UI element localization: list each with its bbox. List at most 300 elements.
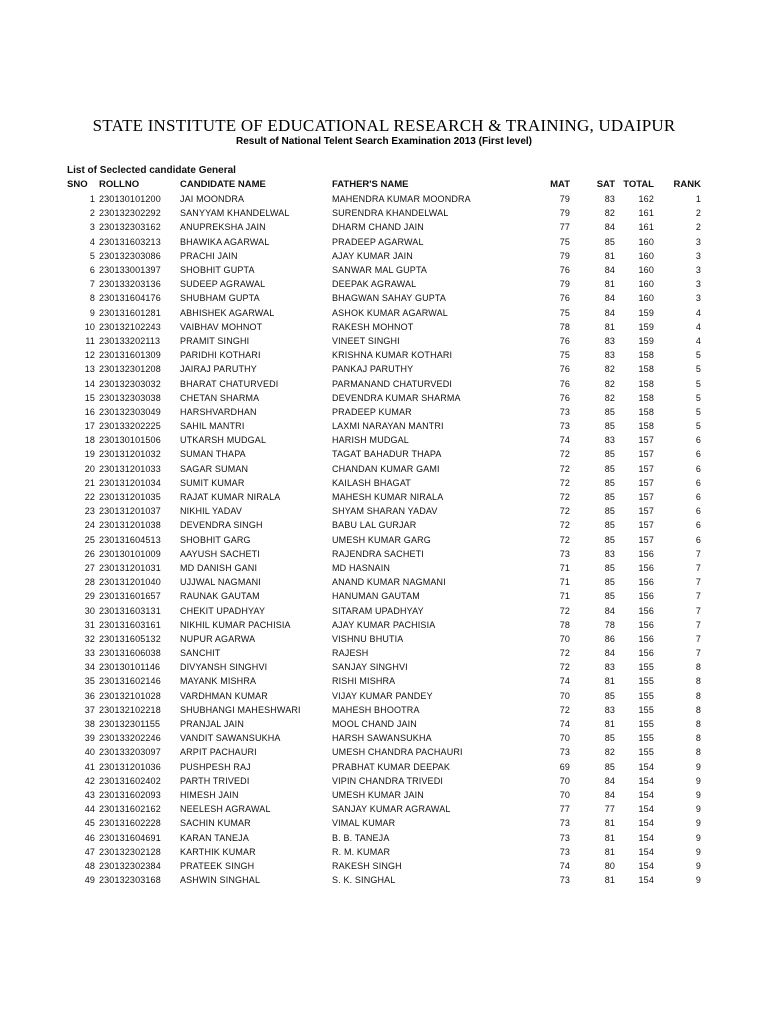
cell-candidate-name: ASHWIN SINGHAL [180,875,261,886]
cell-sno: 32 [84,633,95,644]
cell-rank: 5 [695,406,701,417]
cell-rollno: 230130101009 [99,548,161,559]
cell-total: 157 [638,477,654,488]
cell-total: 154 [638,832,654,843]
table-row [64,476,701,490]
cell-candidate-name: PRANJAL JAIN [180,719,244,730]
cell-mat: 72 [559,463,570,474]
table-row [64,774,701,788]
cell-candidate-name: CHETAN SHARMA [180,392,260,403]
col-header-fathers-name: FATHER'S NAME [332,178,409,190]
cell-rollno: 230131606038 [99,648,161,659]
cell-rollno: 230132302128 [99,846,161,857]
table-row [64,575,701,589]
cell-mat: 74 [559,719,570,730]
cell-rank: 7 [695,548,701,559]
cell-mat: 72 [559,704,570,715]
cell-sno: 31 [84,619,95,630]
table-row [64,263,701,277]
cell-mat: 69 [559,761,570,772]
cell-mat: 72 [559,477,570,488]
cell-candidate-name: RAUNAK GAUTAM [180,591,260,602]
cell-total: 154 [638,789,654,800]
cell-rollno: 230132302384 [99,860,161,871]
cell-sno: 49 [84,875,95,886]
cell-sno: 13 [84,364,95,375]
cell-sat: 85 [604,534,615,545]
cell-mat: 73 [559,548,570,559]
table-row [64,731,701,745]
cell-sno: 35 [84,676,95,687]
cell-sat: 83 [604,350,615,361]
cell-sno: 8 [89,293,95,304]
cell-rank: 9 [695,846,701,857]
cell-sat: 85 [604,463,615,474]
cell-sno: 27 [84,562,95,573]
cell-sno: 42 [84,775,95,786]
cell-sat: 84 [604,307,615,318]
cell-total: 155 [638,747,654,758]
cell-total: 154 [638,761,654,772]
cell-candidate-name: KARAN TANEJA [180,832,249,843]
cell-rollno: 230131604513 [99,534,161,545]
cell-mat: 70 [559,789,570,800]
cell-total: 156 [638,648,654,659]
cell-total: 157 [638,435,654,446]
cell-fathers-name: UMESH CHANDRA PACHAURI [332,747,463,758]
cell-total: 158 [638,392,654,403]
cell-fathers-name: S. K. SINGHAL [332,875,396,886]
cell-sno: 34 [84,662,95,673]
table-row [64,334,701,348]
cell-mat: 74 [559,676,570,687]
cell-sno: 30 [84,605,95,616]
cell-mat: 73 [559,832,570,843]
cell-sat: 85 [604,236,615,247]
cell-rank: 9 [695,860,701,871]
cell-mat: 72 [559,520,570,531]
cell-rollno: 230131601281 [99,307,161,318]
table-row [64,816,701,830]
table-row [64,689,701,703]
cell-total: 160 [638,236,654,247]
cell-mat: 72 [559,449,570,460]
cell-total: 156 [638,577,654,588]
cell-rank: 9 [695,775,701,786]
cell-sno: 14 [84,378,95,389]
table-row [64,419,701,433]
cell-sat: 83 [604,335,615,346]
cell-candidate-name: PARIDHI KOTHARI [180,350,261,361]
cell-sno: 2 [89,208,95,219]
cell-rollno: 230131604691 [99,832,161,843]
col-header-rank: RANK [673,178,701,190]
cell-sno: 36 [84,690,95,701]
cell-rank: 6 [695,449,701,460]
cell-sno: 38 [84,719,95,730]
cell-fathers-name: RAKESH MOHNOT [332,321,414,332]
table-row [64,717,701,731]
table-row [64,745,701,759]
cell-mat: 76 [559,364,570,375]
cell-total: 158 [638,406,654,417]
cell-fathers-name: DEVENDRA KUMAR SHARMA [332,392,461,403]
cell-sno: 17 [84,421,95,432]
cell-rollno: 230131201033 [99,463,161,474]
cell-rank: 8 [695,704,701,715]
cell-total: 154 [638,804,654,815]
cell-fathers-name: SURENDRA KHANDELWAL [332,208,449,219]
cell-rollno: 230131201034 [99,477,161,488]
cell-fathers-name: DEEPAK AGRAWAL [332,279,417,290]
cell-fathers-name: SANJAY KUMAR AGRAWAL [332,804,451,815]
cell-fathers-name: MAHENDRA KUMAR MOONDRA [332,194,471,205]
cell-mat: 76 [559,378,570,389]
cell-mat: 75 [559,236,570,247]
cell-rank: 9 [695,875,701,886]
table-row [64,873,701,887]
cell-rollno: 230132301155 [99,719,161,730]
table-row [64,674,701,688]
cell-candidate-name: HARSHVARDHAN [180,406,257,417]
cell-fathers-name: AJAY KUMAR PACHISIA [332,619,436,630]
table-row [64,504,701,518]
cell-sat: 81 [604,875,615,886]
cell-fathers-name: LAXMI NARAYAN MANTRI [332,421,444,432]
cell-sat: 81 [604,846,615,857]
cell-total: 158 [638,378,654,389]
cell-rollno: 230131201038 [99,520,161,531]
cell-candidate-name: SANCHIT [180,648,221,659]
page-title: STATE INSTITUTE OF EDUCATIONAL RESEARCH & TRAINING, UDAIPUR [92,116,676,135]
table-row [64,618,701,632]
cell-fathers-name: PRABHAT KUMAR DEEPAK [332,761,451,772]
table-row [64,518,701,532]
cell-total: 156 [638,562,654,573]
cell-sat: 85 [604,591,615,602]
cell-fathers-name: PRADEEP KUMAR [332,406,412,417]
cell-total: 158 [638,350,654,361]
cell-fathers-name: HANUMAN GAUTAM [332,591,420,602]
cell-mat: 71 [559,577,570,588]
cell-rollno: 230131602146 [99,676,161,687]
table-row [64,277,701,291]
cell-rollno: 230132303086 [99,250,161,261]
col-header-mat: MAT [550,178,570,190]
table-row [64,235,701,249]
cell-fathers-name: ASHOK KUMAR AGARWAL [332,307,448,318]
cell-sat: 83 [604,435,615,446]
cell-candidate-name: DIVYANSH SINGHVI [180,662,268,673]
cell-candidate-name: NIKHIL KUMAR PACHISIA [180,619,291,630]
table-row [64,376,701,390]
cell-mat: 73 [559,421,570,432]
cell-sat: 82 [604,208,615,219]
cell-fathers-name: RAJESH [332,648,369,659]
cell-rank: 8 [695,676,701,687]
cell-rollno: 230131605132 [99,633,161,644]
cell-fathers-name: HARSH SAWANSUKHA [332,733,432,744]
cell-rollno: 230131602228 [99,818,161,829]
cell-fathers-name: SANJAY SINGHVI [332,662,408,673]
cell-sat: 85 [604,577,615,588]
col-header-total: TOTAL [623,178,654,190]
table-row [64,603,701,617]
cell-total: 155 [638,662,654,673]
cell-fathers-name: AJAY KUMAR JAIN [332,250,413,261]
cell-total: 159 [638,335,654,346]
cell-rollno: 230131201032 [99,449,161,460]
cell-candidate-name: PRATEEK SINGH [180,860,255,871]
cell-fathers-name: CHANDAN KUMAR GAMI [332,463,440,474]
cell-rank: 8 [695,733,701,744]
cell-rank: 6 [695,492,701,503]
cell-fathers-name: VINEET SINGHI [332,335,400,346]
table-row [64,859,701,873]
cell-sat: 85 [604,506,615,517]
cell-total: 156 [638,633,654,644]
cell-rank: 9 [695,789,701,800]
cell-rollno: 230131603131 [99,605,161,616]
cell-candidate-name: VARDHMAN KUMAR [180,690,268,701]
cell-fathers-name: RAKESH SINGH [332,860,402,871]
cell-sat: 85 [604,449,615,460]
cell-total: 154 [638,775,654,786]
cell-fathers-name: UMESH KUMAR JAIN [332,789,424,800]
cell-rank: 8 [695,690,701,701]
cell-sno: 21 [84,477,95,488]
cell-sat: 85 [604,520,615,531]
cell-sat: 81 [604,676,615,687]
cell-rank: 9 [695,804,701,815]
cell-rollno: 230133202113 [99,335,161,346]
cell-sat: 81 [604,250,615,261]
cell-fathers-name: KAILASH BHAGAT [332,477,411,488]
cell-rank: 5 [695,350,701,361]
cell-total: 159 [638,321,654,332]
cell-total: 156 [638,548,654,559]
cell-rollno: 230131603161 [99,619,161,630]
table-row [64,533,701,547]
page-subtitle: Result of National Telent Search Examination 2013 (First level) [235,136,532,147]
cell-rollno: 230131201037 [99,506,161,517]
cell-mat: 78 [559,321,570,332]
cell-rollno: 230132101028 [99,690,161,701]
cell-sat: 81 [604,279,615,290]
cell-sno: 37 [84,704,95,715]
cell-rank: 1 [695,194,701,205]
table-row [64,845,701,859]
cell-candidate-name: UTKARSH MUDGAL [180,435,267,446]
table-row [64,447,701,461]
results-body [64,192,701,887]
cell-sno: 39 [84,733,95,744]
cell-candidate-name: NEELESH AGRAWAL [180,804,271,815]
cell-sat: 85 [604,733,615,744]
table-row [64,561,701,575]
cell-rank: 5 [695,378,701,389]
cell-mat: 72 [559,662,570,673]
list-caption: List of Seclected candidate General [67,165,236,176]
cell-sat: 82 [604,378,615,389]
cell-rank: 3 [695,236,701,247]
cell-fathers-name: R. M. KUMAR [332,846,391,857]
cell-rollno: 230132303038 [99,392,161,403]
cell-total: 160 [638,293,654,304]
cell-total: 156 [638,619,654,630]
cell-rollno: 230133001397 [99,265,161,276]
table-row [64,632,701,646]
table-row [64,391,701,405]
cell-sat: 78 [604,619,615,630]
cell-rollno: 230131601657 [99,591,161,602]
cell-rank: 2 [695,208,701,219]
cell-total: 160 [638,265,654,276]
cell-sat: 84 [604,605,615,616]
cell-candidate-name: AAYUSH SACHETI [180,548,260,559]
cell-fathers-name: SHYAM SHARAN YADAV [332,506,438,517]
cell-sat: 84 [604,789,615,800]
cell-total: 160 [638,250,654,261]
cell-candidate-name: PARTH TRIVEDI [180,775,250,786]
cell-rank: 9 [695,761,701,772]
cell-candidate-name: CHEKIT UPADHYAY [180,605,266,616]
table-row [64,660,701,674]
cell-sno: 29 [84,591,95,602]
cell-sno: 23 [84,506,95,517]
cell-fathers-name: HARISH MUDGAL [332,435,409,446]
cell-total: 155 [638,719,654,730]
cell-fathers-name: PRADEEP AGARWAL [332,236,424,247]
cell-sat: 85 [604,690,615,701]
cell-sat: 84 [604,293,615,304]
cell-mat: 75 [559,350,570,361]
cell-total: 157 [638,492,654,503]
cell-sno: 9 [89,307,95,318]
cell-candidate-name: SUMIT KUMAR [180,477,245,488]
cell-fathers-name: PANKAJ PARUTHY [332,364,414,375]
cell-fathers-name: PARMANAND CHATURVEDI [332,378,453,389]
cell-rollno: 230131603213 [99,236,161,247]
table-row [64,249,701,263]
cell-total: 155 [638,704,654,715]
cell-candidate-name: HIMESH JAIN [180,789,239,800]
cell-rank: 3 [695,265,701,276]
cell-total: 155 [638,733,654,744]
table-row [64,220,701,234]
cell-fathers-name: MAHESH BHOOTRA [332,704,420,715]
cell-total: 154 [638,860,654,871]
cell-candidate-name: BHAWIKA AGARWAL [180,236,270,247]
cell-sno: 25 [84,534,95,545]
cell-rank: 7 [695,648,701,659]
cell-total: 161 [638,208,654,219]
cell-fathers-name: VISHNU BHUTIA [332,633,404,644]
cell-mat: 72 [559,534,570,545]
cell-candidate-name: ARPIT PACHAURI [180,747,257,758]
cell-sat: 81 [604,832,615,843]
table-row [64,291,701,305]
cell-mat: 79 [559,250,570,261]
cell-sno: 48 [84,860,95,871]
cell-rank: 9 [695,832,701,843]
cell-rollno: 230133202225 [99,421,161,432]
cell-sat: 77 [604,804,615,815]
cell-mat: 70 [559,633,570,644]
cell-rollno: 230130101200 [99,194,161,205]
cell-candidate-name: SHOBHIT GUPTA [180,265,255,276]
cell-sno: 22 [84,492,95,503]
cell-sno: 40 [84,747,95,758]
col-header-candidate-name: CANDIDATE NAME [180,178,266,190]
cell-sat: 83 [604,548,615,559]
cell-rank: 7 [695,605,701,616]
cell-total: 158 [638,364,654,375]
table-row [64,490,701,504]
table-row [64,362,701,376]
cell-rank: 6 [695,534,701,545]
cell-mat: 74 [559,860,570,871]
cell-rank: 4 [695,335,701,346]
cell-sno: 44 [84,804,95,815]
cell-rank: 2 [695,222,701,233]
table-row [64,547,701,561]
cell-candidate-name: SAGAR SUMAN [180,463,249,474]
cell-mat: 73 [559,406,570,417]
cell-sno: 1 [89,194,95,205]
cell-fathers-name: DHARM CHAND JAIN [332,222,424,233]
col-header-sno: SNO [67,178,88,190]
cell-sno: 16 [84,406,95,417]
cell-fathers-name: BABU LAL GURJAR [332,520,417,531]
cell-sat: 85 [604,761,615,772]
cell-candidate-name: VANDIT SAWANSUKHA [180,733,281,744]
cell-fathers-name: MAHESH KUMAR NIRALA [332,492,444,503]
cell-candidate-name: SANYYAM KHANDELWAL [180,208,290,219]
cell-rank: 3 [695,250,701,261]
cell-mat: 76 [559,335,570,346]
cell-fathers-name: RISHI MISHRA [332,676,396,687]
cell-mat: 79 [559,208,570,219]
cell-candidate-name: NIKHIL YADAV [180,506,242,517]
cell-total: 159 [638,307,654,318]
cell-candidate-name: MAYANK MISHRA [180,676,257,687]
table-row [64,802,701,816]
cell-fathers-name: MD HASNAIN [332,562,391,573]
cell-sat: 85 [604,477,615,488]
cell-sno: 12 [84,350,95,361]
cell-candidate-name: SHUBHAM GUPTA [180,293,260,304]
cell-rank: 7 [695,591,701,602]
cell-total: 154 [638,875,654,886]
cell-sno: 24 [84,520,95,531]
table-row [64,206,701,220]
cell-rank: 3 [695,293,701,304]
cell-sat: 85 [604,421,615,432]
cell-sno: 26 [84,548,95,559]
cell-sat: 84 [604,222,615,233]
cell-mat: 72 [559,492,570,503]
cell-sno: 47 [84,846,95,857]
cell-rollno: 230132303168 [99,875,161,886]
cell-sat: 83 [604,704,615,715]
cell-sat: 80 [604,860,615,871]
cell-fathers-name: VIPIN CHANDRA TRIVEDI [332,775,444,786]
cell-sno: 33 [84,648,95,659]
cell-rollno: 230131604176 [99,293,161,304]
cell-mat: 79 [559,194,570,205]
cell-candidate-name: SUDEEP AGRAWAL [180,279,266,290]
